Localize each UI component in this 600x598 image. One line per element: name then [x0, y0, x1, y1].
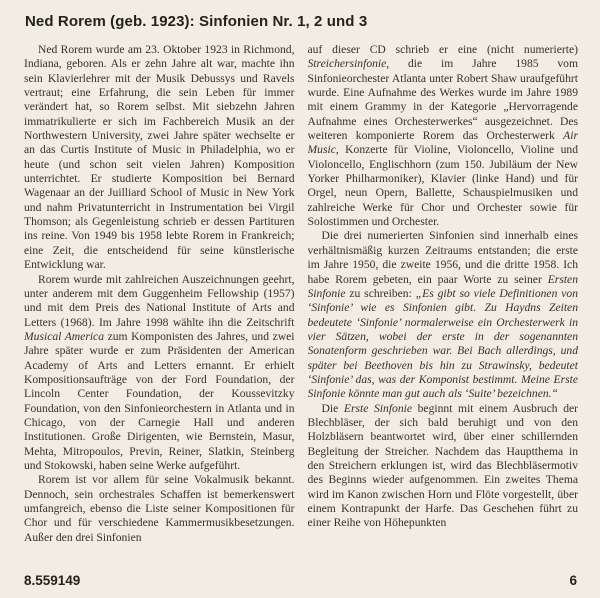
- text-segment: Rorem wurde mit zahlreichen Auszeichnungen geehrt, unter anderem mit dem Guggenheim Fellowship (1957) und mit dem Preis des National Institute of Arts and Letters (1968). Im Jahre 1998 wählte ihn die Zeitschrift: [24, 272, 295, 329]
- catalog-number: 8.559149: [24, 573, 81, 588]
- text-segment: Die drei numerierten Sinfonien sind innerhalb eines verhältnismäßig kurzen Zeitraums entstanden; die erste im Jahre 1950, die zweite 1956, und die dritte 1958. Ich habe Rorem gebeten, ein paar Worte zu seiner: [307, 229, 578, 286]
- paragraph: [308, 402, 579, 531]
- paragraph: [24, 273, 295, 474]
- paragraph: [308, 229, 579, 401]
- page-number: 6: [569, 573, 577, 588]
- left-column: [24, 43, 295, 563]
- text-segment: Erste Sinfonie: [343, 401, 412, 415]
- text-segment: Musical America: [24, 329, 104, 343]
- text-segment: „Es gibt so viele Definitionen von ‘Sinfonie’ wie es Sinfonien gibt. Zu Haydns Zeiten bedeutete ‘Sinfonie’ normalerweise ein Orchesterwerk in vier Sätzen, wobei der erste in der sogenannten Sonatenform geschrieben war. Bei Bach allerdings, und später bei Beethoven bis hin zu Strawinsky, bedeutet ‘Sinfonie’ das, was der Komponist bestimmt. Meine Erste Sinfonie könnte man gut auch als ‘Suite’ bezeichnen.“: [307, 286, 578, 401]
- text-segment: , Konzerte für Violine, Violoncello, Violine und Violoncello, Englischhorn (zum 150. Jubiläum der New Yorker Philharmoniker), Klavier (linke Hand) und für Orgel, neun Opern, Ballette, Schauspielmusiken und zahlreiche Werke für Chor und Orchester sowie für Solostimmen und Orchester.: [307, 143, 578, 229]
- text-columns: [24, 43, 578, 563]
- text-segment: zum Komponisten des Jahres, und zwei Jahre später wurde er zum Präsidenten der American Academy of Arts and Letters ernannt. Er erhielt Kompositionsaufträge von der Ford Foundation, der Lincoln Center Foundation, der Koussevitzky Foundation, von den Sinfonieorchestern in Atlanta und in Chicago, von der Carnegie Hall und anderen Institutionen. Große Dirigenten, wie Bernstein, Masur, Mehta, Mitropoulos, Previn, Reiner, Slatkin, Steinberg und Stokowski, haben seine Werke aufgeführt.: [24, 329, 295, 472]
- text-segment: Ned Rorem wurde am 23. Oktober 1923 in Richmond, Indiana, geboren. Als er zehn Jahre alt war, machte ihn sein Klavierlehrer mit der Musik Debussys und Ravels vertraut; eine Erfahrung, die sein Leben für immer verändert hat, so Rorem selbst. Mit siebzehn Jahren immatrikulierte er sich im Fachbereich Musik an der Northwestern University, zwei Jahre später wechselte er an das Curtis Institute of Music in Philadelphia, wo er heute (und schon seit vielen Jahren) Komposition unterrichtet. Er studierte Komposition bei Bernard Wagenaar an der Juilliard School of Music in New York und nahm Privatunterricht in Instrumentation bei Virgil Thomson; als Gegenleistung schrieb er dessen Partituren ins reine. Von 1949 bis 1958 lebte Rorem in Frankreich; eine Zeit, die entscheidend für seine künstlerische Entwicklung war.: [24, 43, 295, 272]
- text-segment: beginnt mit einem Ausbruch der Blechbläser, der sich bald beruhigt und von den Holzbläsern beantwortet wird, über einer schillernden Begleitung der Streicher. Nachdem das Hauptthema in den Streichern erklungen ist, wird das Blechbläsermotiv des Beginns wieder aufgenommen. Ein zweites Thema wird im Kanon zwischen Horn und Flöte vorgestellt, über einem Kontrapunkt der Harfe. Das Geschehen führt zu einer Reihe von Höhepunkten: [307, 401, 578, 530]
- page-footer: [24, 573, 577, 588]
- paragraph: [24, 43, 295, 273]
- paragraph: [308, 43, 579, 229]
- text-segment: , die im Jahre 1985 vom Sinfonieorchester Atlanta unter Robert Shaw uraufgeführt wurde. Eine Aufnahme des Werkes wurde im Jahre 1989 mit einem Grammy in der Kategorie „Hervorragende Aufnahme eines Orchesterwerkes“ ausgezeichnet. Des weiteren komponierte Rorem das Orchesterwerk: [307, 57, 578, 143]
- paragraph: [24, 473, 295, 545]
- text-segment: Rorem ist vor allem für seine Vokalmusik bekannt. Dennoch, sein orchestrales Schaffen ist bemerkenswert umfangreich, ebenso die Liste seiner Kompositionen für Chor und für verschiedene Kammermusikbesetzungen. Außer den drei Sinfonien: [24, 473, 295, 544]
- text-segment: Streichersinfonie: [307, 57, 387, 71]
- page-title: Ned Rorem (geb. 1923): Sinfonien Nr. 1, 2 und 3: [25, 13, 368, 30]
- text-segment: Air Music: [307, 129, 578, 157]
- text-segment: Ersten Sinfonie: [307, 272, 578, 300]
- right-column: [308, 43, 579, 563]
- text-segment: Die: [321, 401, 344, 415]
- text-segment: zu schreiben:: [345, 286, 416, 300]
- text-segment: auf dieser CD schrieb er eine (nicht numerierte): [307, 43, 578, 56]
